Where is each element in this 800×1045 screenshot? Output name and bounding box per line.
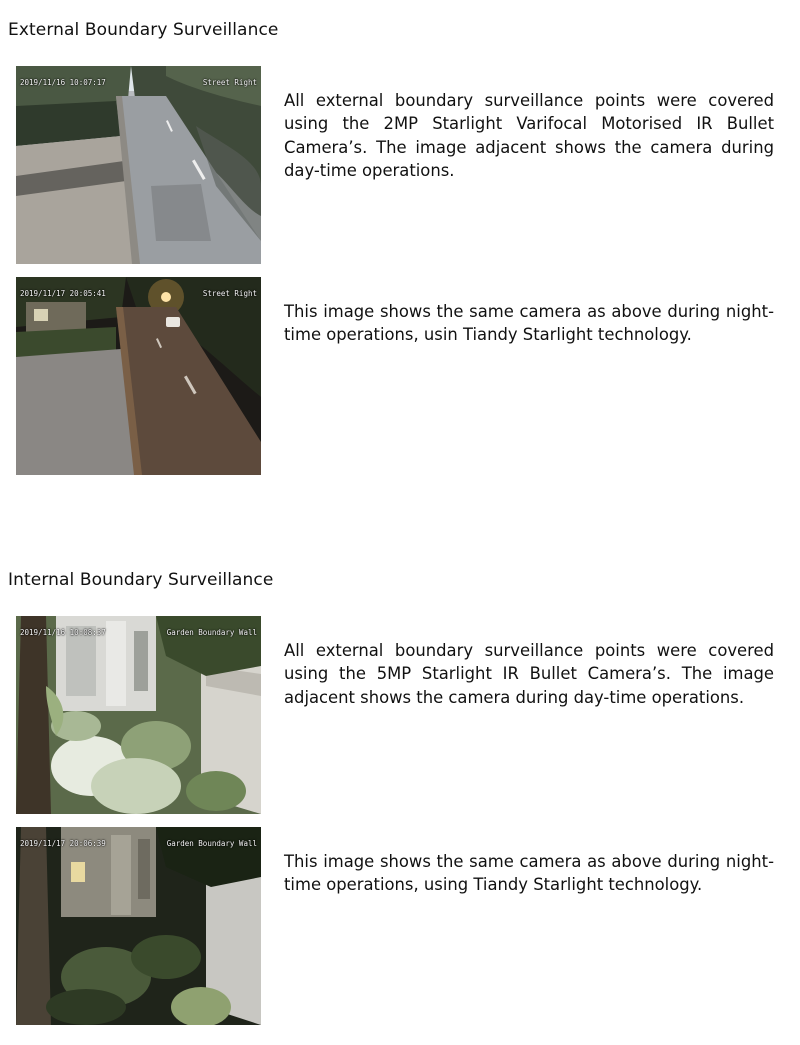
garden-day-camera-image xyxy=(16,616,261,814)
camera-label: Garden Boundary Wall xyxy=(166,839,257,848)
section-heading-external: External Boundary Surveillance xyxy=(8,20,279,40)
camera-timestamp: 2019/11/16 10:08:37 xyxy=(20,628,106,637)
street-day-scene xyxy=(16,66,261,264)
street-night-camera-image xyxy=(16,277,261,475)
camera-timestamp: 2019/11/17 20:05:41 xyxy=(20,289,106,298)
description-text: All external boundary surveillance points were covered using the 5MP Starlight IR Bullet Camera’s. The image adjacent shows the camera during day-time operations. xyxy=(284,641,774,707)
street-night-scene xyxy=(16,277,261,475)
camera-label: Garden Boundary Wall xyxy=(166,628,257,637)
camera-label: Street Right xyxy=(202,78,257,87)
camera-label: Street Right xyxy=(202,289,257,298)
section-heading-internal: Internal Boundary Surveillance xyxy=(8,570,274,590)
camera-timestamp: 2019/11/17 20:06:39 xyxy=(20,839,106,848)
description-text: This image shows the same camera as above during night-time operations, usin Tiandy Starlight technology. xyxy=(284,302,774,345)
description-text: All external boundary surveillance points were covered using the 2MP Starlight Varifocal Motorised IR Bullet Camera’s. The image adjacent shows the camera during day-time operations. xyxy=(284,91,774,181)
street-day-camera-image xyxy=(16,66,261,264)
garden-night-scene xyxy=(16,827,261,1025)
garden-day-scene xyxy=(16,616,261,814)
description-text: This image shows the same camera as above during night-time operations, using Tiandy Starlight technology. xyxy=(284,852,774,895)
camera-timestamp: 2019/11/16 10:07:17 xyxy=(20,78,106,87)
garden-night-camera-image xyxy=(16,827,261,1025)
